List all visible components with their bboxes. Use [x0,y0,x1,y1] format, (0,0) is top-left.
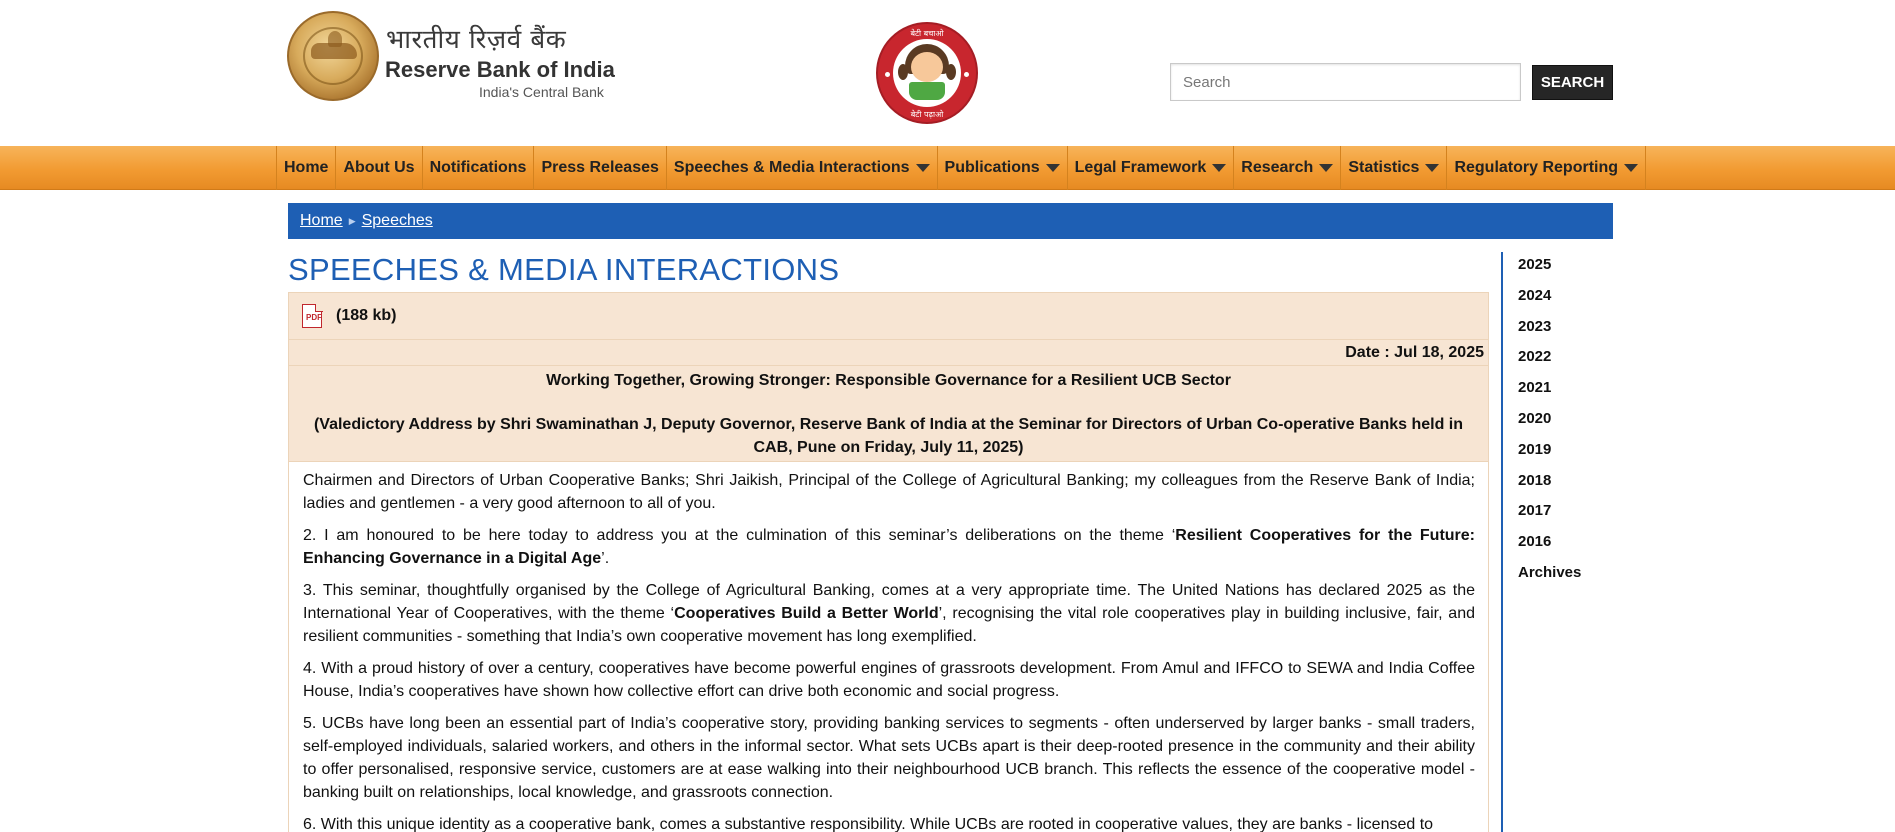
nav-item-label: Research [1241,159,1314,176]
rbi-seal-logo[interactable] [287,11,379,101]
breadcrumb-separator-icon: ▶ [348,215,356,226]
year-link-2022[interactable]: 2022 [1518,348,1552,366]
paragraph: 6. With this unique identity as a cooperative bank, comes a substantive responsibility. While UCBs are rooted in cooperative values, they are banks - licensed to [303,816,1434,832]
campaign-top-text: बेटी बचाओ [910,29,944,38]
dot-icon [964,72,969,77]
paragraph [303,579,1475,648]
theme-text: Resilient Cooperatives for the Future: Enhancing Governance in a Digital Age [303,527,1475,567]
girl-face-icon [911,52,943,82]
nav-item-notifications[interactable] [422,146,534,190]
nav-item-publications[interactable] [937,146,1067,190]
caret-down-icon [1624,164,1638,172]
nav-item-label: Regulatory Reporting [1454,159,1619,176]
pdf-icon-label: PDF [306,313,322,322]
speech-subtitle: (Valedictory Address by Shri Swaminathan J, Deputy Governor, Reserve Bank of India at the Seminar for Directors of Urban Co-operative Banks held in CAB, Pune on Friday, July 11, 2025) [313,416,1464,456]
pdf-download-row [289,293,1488,340]
logo-tagline: India's Central Bank [479,84,604,100]
pdf-icon[interactable] [302,304,322,328]
nav-item-label: Notifications [429,159,527,176]
nav-item-speeches[interactable] [666,146,937,190]
year-link-2024[interactable]: 2024 [1518,286,1552,304]
year-link-2020[interactable]: 2020 [1518,409,1552,427]
nav-item-about-us[interactable] [335,146,421,190]
main-nav [0,146,1895,190]
nav-item-label: Statistics [1348,159,1420,176]
breadcrumb-home-link[interactable]: Home [300,212,343,229]
breadcrumb-speeches-link[interactable]: Speeches [361,212,433,229]
breadcrumb [288,203,1613,239]
search-input[interactable] [1170,63,1521,101]
nav-item-press-releases[interactable] [533,146,665,190]
text-span: ’, recognising the vital role cooperatives play in building inclusive, fair, and resilient communities - something that India’s own cooperative movement has long exemplified. [303,605,1476,645]
un-theme-text: Cooperatives Build a Better World [674,605,939,622]
year-link-2018[interactable]: 2018 [1518,471,1552,489]
text-span: 2. I am honoured to be here today to address you at the culmination of this seminar’s deliberations on the theme ‘ [303,527,1176,544]
tiger-icon [311,43,357,59]
year-link-2021[interactable]: 2021 [1518,379,1552,397]
nav-item-label: Publications [944,159,1040,176]
year-list [1518,254,1581,593]
nav-item-label: Home [284,159,329,176]
paragraph: 5. UCBs have long been an essential part of India’s cooperative story, providing banking services to segments - often underserved by larger banks - small traders, self-employed individuals, salaried workers, and others in the informal sector. What sets UCBs apart is their deep-rooted presence in the community and their ability to offer personalised, responsive service, customers are at ease walking into their neighbourhood UCB branch. This reflects the essence of the cooperative model - banking built on relationships, local knowledge, and grassroots connection. [303,715,1475,801]
nav-item-label: About Us [343,159,415,176]
dot-icon [885,72,890,77]
nav-menu [276,146,1646,190]
speech-content [288,292,1489,832]
caret-down-icon [1046,164,1060,172]
caret-down-icon [1319,164,1333,172]
nav-item-home[interactable] [276,146,335,190]
caret-down-icon [1212,164,1226,172]
beti-bachao-logo [876,22,978,124]
caret-down-icon [1425,164,1439,172]
paragraph [303,524,1475,570]
sidebar-divider [1501,252,1503,832]
archives-link[interactable]: Archives [1518,563,1582,581]
caret-down-icon [916,164,930,172]
speech-body [289,461,1488,832]
page-title: SPEECHES & MEDIA INTERACTIONS [288,252,840,287]
year-link-2019[interactable]: 2019 [1518,440,1552,458]
text-span: ’. [601,550,610,567]
nav-item-legal-framework[interactable] [1067,146,1234,190]
search-button[interactable]: SEARCH [1532,65,1613,100]
nav-item-label: Speeches & Media Interactions [673,159,910,176]
nav-item-label: Legal Framework [1074,159,1207,176]
campaign-bottom-text: बेटी पढ़ाओ [910,110,944,119]
speech-header-band [289,293,1488,461]
nav-item-research[interactable] [1233,146,1340,190]
pdf-file-size: (188 kb) [336,307,397,324]
year-link-2023[interactable]: 2023 [1518,317,1552,335]
year-link-2025[interactable]: 2025 [1518,256,1552,273]
nav-item-regulatory-reporting[interactable] [1446,146,1646,190]
nav-item-label: Press Releases [541,159,659,176]
speech-title: Working Together, Growing Stronger: Responsible Governance for a Resilient UCB Sector [546,372,1231,389]
nav-item-statistics[interactable] [1340,146,1446,190]
year-link-2017[interactable]: 2017 [1518,502,1552,520]
paragraph: Chairmen and Directors of Urban Cooperative Banks; Shri Jaikish, Principal of the College of Agricultural Banking; my colleagues from the Reserve Bank of India; ladies and gentlemen - a very good afternoon to all of you. [303,472,1475,512]
year-link-2016[interactable]: 2016 [1518,533,1552,551]
speech-date: Date : Jul 18, 2025 [289,340,1488,366]
logo-hindi-text[interactable]: भारतीय रिज़र्व बैंक [386,25,567,55]
paragraph: 4. With a proud history of over a century, cooperatives have become powerful engines of grassroots development. From Amul and IFFCO to SEWA and India Coffee House, India’s cooperatives have shown how collective effort can drive both economic and social progress. [303,660,1475,700]
site-header [0,0,1895,146]
logo-english-text[interactable]: Reserve Bank of India [385,57,615,82]
book-icon [909,82,945,100]
text-span: 3. This seminar, thoughtfully organised by the College of Agricultural Banking, comes at a very appropriate time. The United Nations has declared 2025 as the International Year of Cooperatives, with the theme ‘ [303,582,1475,622]
